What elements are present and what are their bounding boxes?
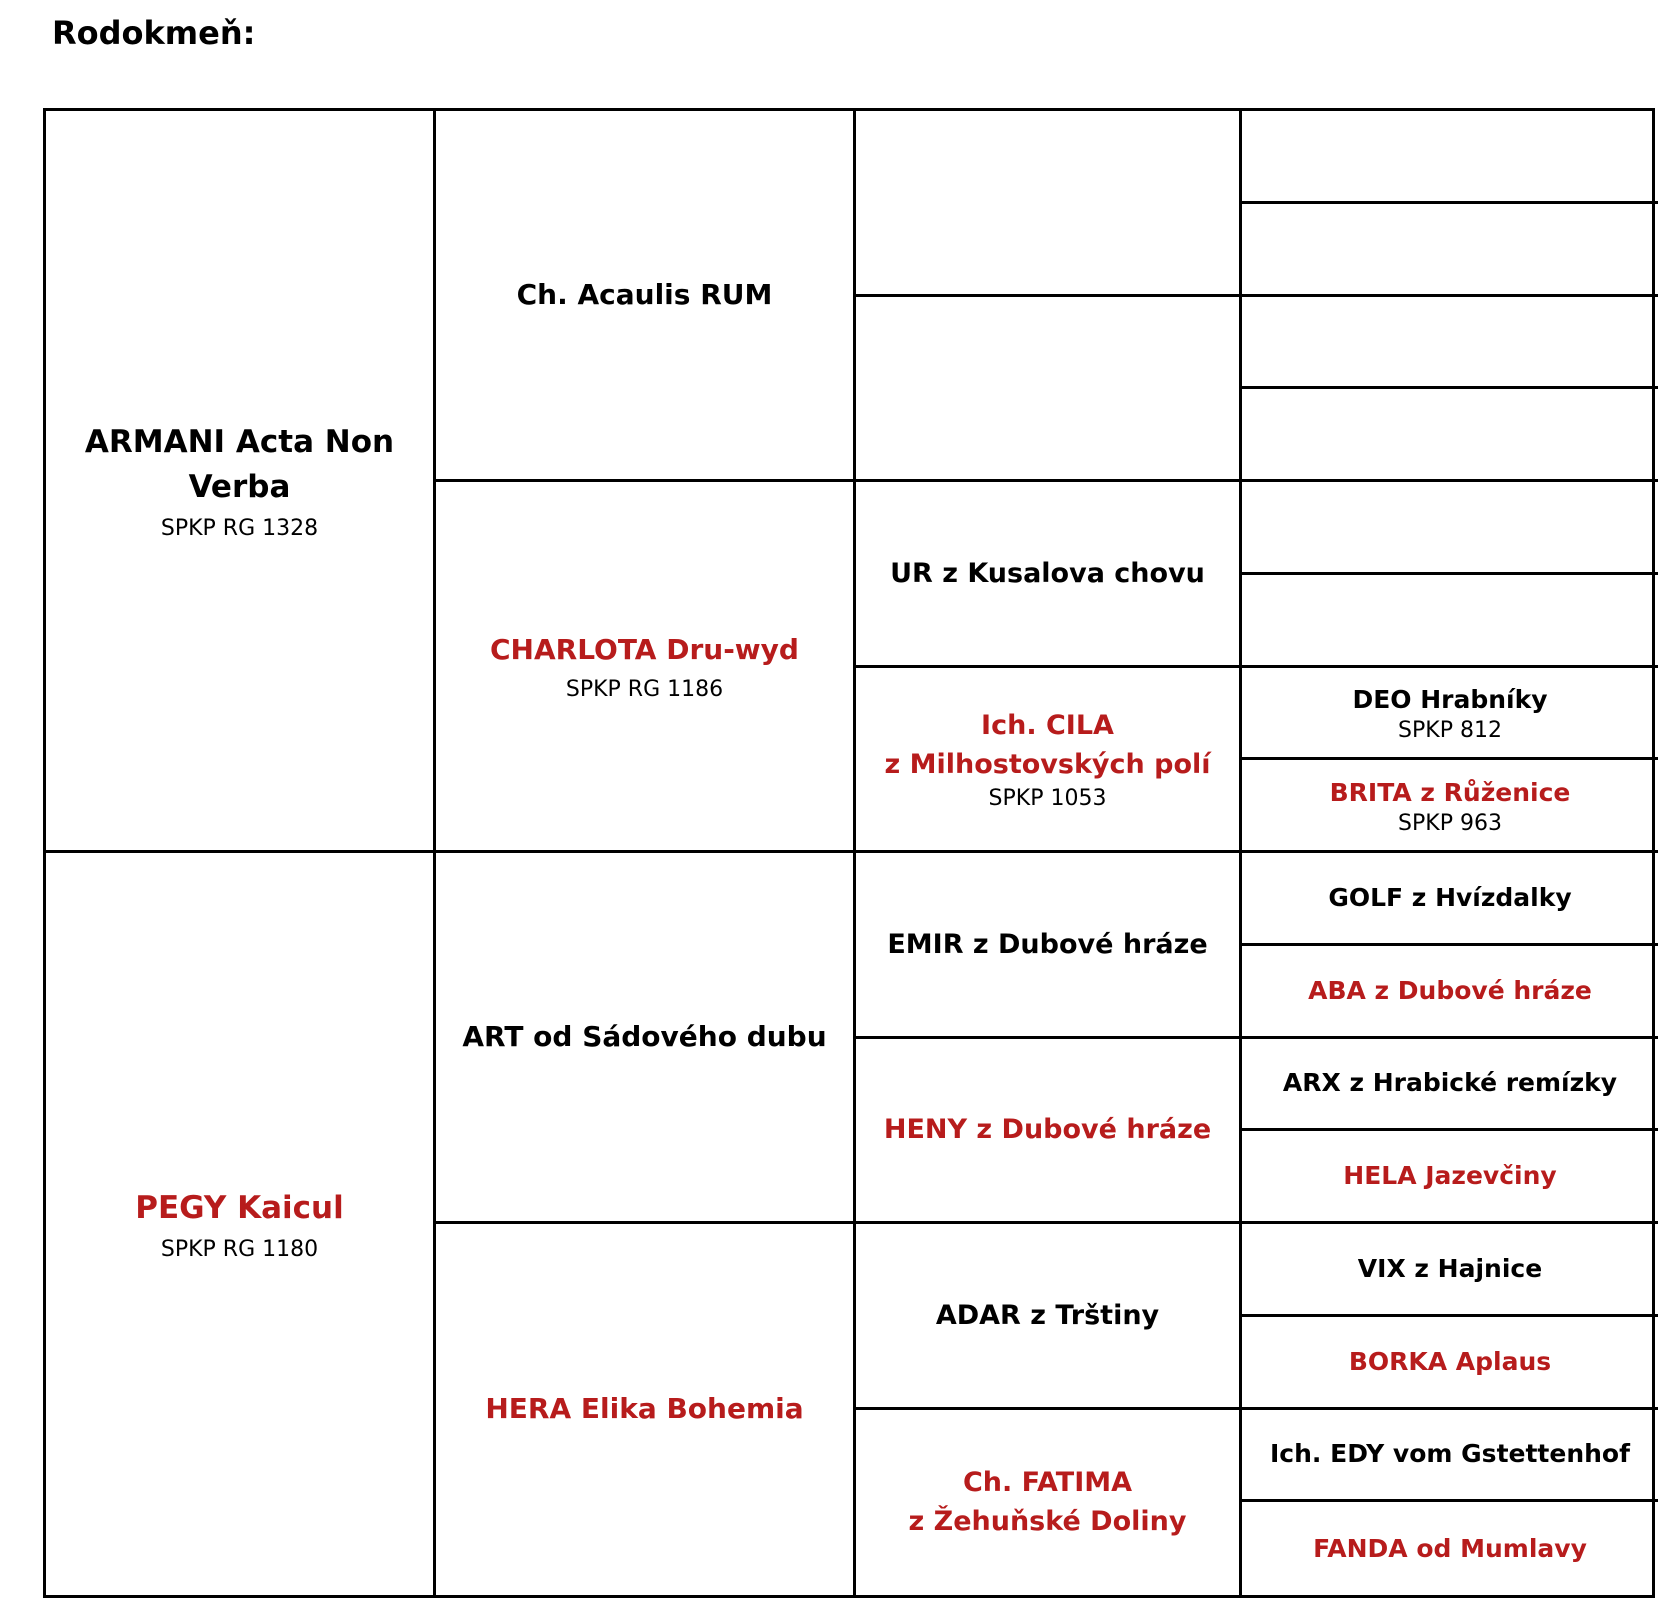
g4-cell xyxy=(1242,111,1658,204)
dam-cell xyxy=(46,853,436,1595)
g4-name: VIX z Hajnice xyxy=(1357,1253,1543,1283)
g4-cell xyxy=(1242,297,1658,390)
g3-name: HENY z Dubové hráze xyxy=(883,1114,1212,1146)
g3-cell xyxy=(856,482,1242,668)
g4-name: Ich. EDY vom Gstettenhof xyxy=(1270,1439,1630,1469)
g2-cell xyxy=(436,853,856,1224)
g3-cell xyxy=(856,668,1242,854)
g4-cell xyxy=(1242,1317,1658,1410)
g3-name: EMIR z Dubové hráze xyxy=(887,928,1208,960)
g4-cell xyxy=(1242,575,1658,668)
g3-name-line1: Ich. CILA xyxy=(981,710,1114,742)
g4-cell xyxy=(1242,668,1658,761)
g4-name: GOLF z Hvízdalky xyxy=(1328,882,1572,912)
g2-cell xyxy=(436,1224,856,1595)
g3-cell xyxy=(856,111,1242,297)
sire-reg: SPKP RG 1328 xyxy=(160,515,319,541)
g4-cell xyxy=(1242,482,1658,575)
g4-name: HELA Jazevčiny xyxy=(1343,1161,1557,1190)
g3-cell xyxy=(856,1224,1242,1410)
page-title: Rodokmeň: xyxy=(52,14,256,52)
sire-cell xyxy=(46,111,436,853)
g4-name: ABA z Dubové hráze xyxy=(1308,975,1592,1005)
g4-name: BRITA z Růženice xyxy=(1329,777,1571,807)
g3-reg: SPKP 1053 xyxy=(988,786,1107,812)
g2-reg: SPKP RG 1186 xyxy=(565,676,724,702)
g4-name: BORKA Aplaus xyxy=(1348,1346,1552,1376)
g2-name: HERA Elika Bohemia xyxy=(485,1392,804,1426)
g2-name: ART od Sádového dubu xyxy=(462,1019,827,1053)
dam-reg: SPKP RG 1180 xyxy=(160,1236,319,1262)
pedigree-table xyxy=(43,108,1655,1598)
g4-cell xyxy=(1242,946,1658,1039)
g4-cell xyxy=(1242,389,1658,482)
g4-reg: SPKP 812 xyxy=(1398,718,1502,743)
g4-name: FANDA od Mumlavy xyxy=(1313,1533,1587,1563)
g3-name-line2: z Milhostovských polí xyxy=(884,749,1211,781)
g3-cell xyxy=(856,853,1242,1039)
g3-cell xyxy=(856,1039,1242,1225)
g3-name: ADAR z Trštiny xyxy=(935,1299,1160,1331)
g2-cell xyxy=(436,482,856,853)
g2-name: CHARLOTA Dru-wyd xyxy=(490,633,799,667)
g3-name: UR z Kusalova chovu xyxy=(890,557,1205,589)
g4-reg: SPKP 963 xyxy=(1398,810,1502,836)
g4-cell xyxy=(1242,760,1658,853)
g2-cell xyxy=(436,111,856,482)
g2-name: Ch. Acaulis RUM xyxy=(516,277,773,311)
g4-cell xyxy=(1242,204,1658,297)
g3-name-line2: z Žehuňské Doliny xyxy=(908,1506,1187,1538)
dam-name: PEGY Kaicul xyxy=(135,1190,344,1227)
g4-cell xyxy=(1242,1224,1658,1317)
g4-name: DEO Hrabníky xyxy=(1352,684,1548,714)
g3-cell xyxy=(856,297,1242,483)
g4-cell xyxy=(1242,1502,1658,1595)
g4-cell xyxy=(1242,1039,1658,1132)
sire-name: ARMANI Acta Non Verba xyxy=(84,424,395,505)
g4-cell xyxy=(1242,853,1658,946)
g3-cell xyxy=(856,1410,1242,1596)
g4-name: ARX z Hrabické remízky xyxy=(1282,1068,1618,1098)
g4-cell xyxy=(1242,1410,1658,1503)
g3-name-line1: Ch. FATIMA xyxy=(962,1467,1133,1499)
g4-cell xyxy=(1242,1131,1658,1224)
